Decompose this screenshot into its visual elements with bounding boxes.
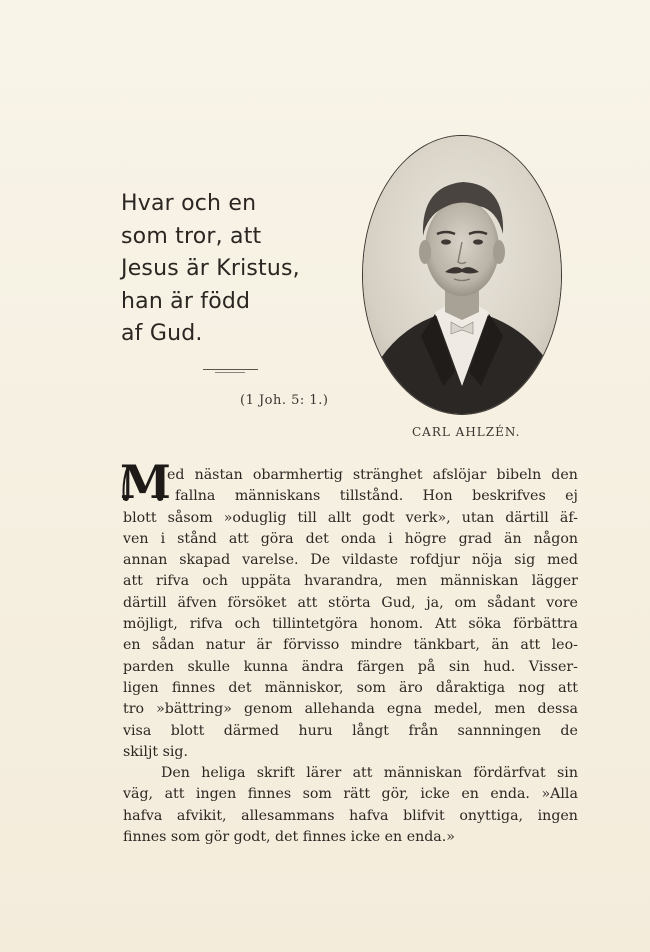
word: finnes [247, 786, 292, 803]
word: dåraktiga [435, 679, 506, 696]
word: ändra [301, 658, 344, 675]
word: hafva [123, 807, 163, 824]
word: sådan [151, 637, 195, 654]
word: visa [123, 722, 152, 739]
motto-quote [121, 188, 361, 351]
word: människan [440, 573, 519, 590]
word: den [551, 467, 578, 483]
word: nöja [471, 552, 503, 569]
text-line [123, 635, 578, 656]
word: natur [205, 637, 245, 654]
word: rofdjur [409, 552, 460, 569]
word: men [494, 701, 526, 718]
text-line [123, 550, 578, 571]
word: såsom [167, 509, 213, 526]
word: rifva [156, 573, 190, 590]
word: »Alla [541, 786, 578, 803]
motto-line: som tror, att [121, 223, 262, 249]
word: ingen [195, 786, 237, 803]
word: rätt [343, 786, 371, 803]
word: förbättra [513, 616, 578, 633]
word: att [558, 679, 578, 696]
word: de [560, 722, 578, 739]
word: Den [161, 765, 190, 782]
word: tillstånd. [339, 488, 404, 505]
text-line [123, 784, 578, 805]
word: huru [298, 722, 333, 739]
word: långt [352, 722, 390, 739]
word: blott [123, 509, 157, 526]
word: icke [420, 786, 450, 803]
word: än [491, 637, 509, 654]
word: nästan [194, 467, 243, 483]
word: sin [448, 658, 470, 675]
word: att [520, 637, 541, 654]
word: lärer [306, 765, 342, 782]
text-line [123, 529, 578, 550]
text-line [123, 699, 578, 720]
text-line [123, 465, 578, 486]
text-line [123, 593, 578, 614]
word: att [123, 573, 143, 590]
motto-line: af Gud. [121, 321, 203, 346]
word: fördärfvat [473, 765, 546, 782]
word: än [504, 530, 522, 547]
word: blott [170, 722, 205, 739]
word: Visser- [528, 658, 578, 675]
word: finnes [171, 679, 216, 696]
word: det [305, 530, 329, 547]
word: och [202, 573, 228, 590]
word: varelse. [242, 552, 299, 569]
motto-line: Hvar och en [121, 191, 257, 216]
text-line [123, 571, 578, 592]
word: söka [468, 616, 502, 633]
word: störta [328, 594, 371, 611]
word: dessa [537, 701, 578, 718]
word: allt [327, 509, 352, 526]
word: tänkbart, [413, 637, 480, 654]
bible-reference: (1 Joh. 5: 1.) [240, 393, 329, 408]
word: ingen [537, 807, 578, 824]
word: beskrifves [472, 488, 546, 505]
word: hvarandra, [304, 573, 383, 590]
drop-cap-letter: M [120, 455, 171, 509]
word: förvisso [283, 637, 340, 654]
word: människan [383, 765, 462, 782]
word: allehanda [304, 701, 375, 718]
text-line [123, 678, 578, 699]
word: Att [435, 616, 457, 633]
word: ed [167, 467, 185, 483]
word: en [461, 786, 479, 803]
word: skapad [179, 552, 231, 569]
word: därmed [223, 722, 280, 739]
word: afslöjar [432, 467, 487, 483]
word: mindre [350, 637, 403, 654]
text-line [123, 721, 578, 742]
portrait-photo [362, 135, 562, 415]
word: att [228, 530, 249, 547]
word: heliga [201, 765, 246, 782]
word: kunna [243, 658, 289, 675]
word: skrift [256, 765, 295, 782]
word: en [123, 637, 141, 654]
word: obarmhertig [252, 467, 343, 483]
word: är [256, 637, 272, 654]
word: högre [404, 530, 447, 547]
word: rifva [189, 616, 223, 633]
word: De [310, 552, 331, 569]
word: med [547, 552, 578, 569]
word: annan [123, 552, 168, 569]
word: därtill [123, 594, 167, 611]
text-line [123, 508, 578, 529]
word: sådant [487, 594, 536, 611]
word: Hon [422, 488, 453, 505]
word: verk», [405, 509, 451, 526]
word: grad [458, 530, 492, 547]
word: till [297, 509, 317, 526]
word: parden [123, 658, 174, 675]
word: godt [362, 509, 395, 526]
word: sannningen [457, 722, 541, 739]
word: från [408, 722, 439, 739]
word: på [417, 658, 436, 675]
word: »bättring» [156, 701, 232, 718]
text-line: skiljt sig. [123, 743, 188, 760]
word: onyttiga, [459, 807, 524, 824]
word: tro [123, 701, 145, 718]
word: äf- [559, 509, 578, 526]
text-line [123, 614, 578, 635]
text-line [123, 657, 578, 678]
word: väg, [123, 786, 154, 803]
word: försöket [227, 594, 287, 611]
word: fallna [175, 488, 216, 505]
text-line: finnes som gör godt, det finnes icke en enda.» [123, 829, 455, 846]
word: lägger [531, 573, 578, 590]
word: leo- [551, 637, 578, 654]
word: vildaste [342, 552, 399, 569]
word: någon [533, 530, 578, 547]
word: i [160, 530, 166, 547]
word: hud. [483, 658, 516, 675]
word: människor, [264, 679, 344, 696]
word: medel, [434, 701, 483, 718]
word: onda [340, 530, 377, 547]
word: därtill [505, 509, 549, 526]
word: i [388, 530, 393, 547]
text-line [123, 806, 578, 827]
word: blifvit [403, 807, 445, 824]
divider-rule [203, 369, 258, 370]
word: vore [546, 594, 578, 611]
word: äfven [177, 594, 217, 611]
word: allesammans [241, 807, 335, 824]
word: färgen [357, 658, 405, 675]
word: egna [386, 701, 422, 718]
word: människans [234, 488, 321, 505]
word: utan [461, 509, 495, 526]
word: afvikit, [176, 807, 227, 824]
word: enda. [490, 786, 530, 803]
word: nog [518, 679, 545, 696]
text-line [123, 763, 578, 784]
word: sig [514, 552, 536, 569]
word: och [234, 616, 261, 633]
motto-line: Jesus är Kristus, [121, 256, 300, 281]
word: som [302, 786, 332, 803]
portrait-caption: CARL AHLZÉN. [412, 425, 521, 439]
word: ja, [426, 594, 444, 611]
portrait-illustration [363, 136, 561, 414]
divider-rule-short [215, 372, 245, 373]
word: ven [123, 530, 149, 547]
word: Gud, [381, 594, 416, 611]
word: ligen [123, 679, 159, 696]
word: hafva [349, 807, 389, 824]
word: äro [399, 679, 423, 696]
word: skulle [187, 658, 231, 675]
word: att [164, 786, 185, 803]
word: att [352, 765, 373, 782]
word: honom. [369, 616, 424, 633]
word: uppäta [241, 573, 291, 590]
motto-line: han är född [121, 288, 251, 314]
word: om [454, 594, 477, 611]
word: bibeln [496, 467, 542, 483]
word: »oduglig [223, 509, 287, 526]
word: ej [565, 488, 578, 505]
word: stränghet [352, 467, 423, 483]
word: gör, [381, 786, 409, 803]
word: som [356, 679, 386, 696]
word: stånd [177, 530, 217, 547]
word: att [297, 594, 318, 611]
word: tillintetgöra [272, 616, 358, 633]
text-line [123, 486, 578, 507]
word: sin [557, 765, 578, 782]
word: genom [243, 701, 293, 718]
word: det [228, 679, 252, 696]
word: göra [260, 530, 294, 547]
body-paragraphs [123, 465, 578, 848]
word: möjligt, [123, 616, 178, 633]
word: men [396, 573, 428, 590]
